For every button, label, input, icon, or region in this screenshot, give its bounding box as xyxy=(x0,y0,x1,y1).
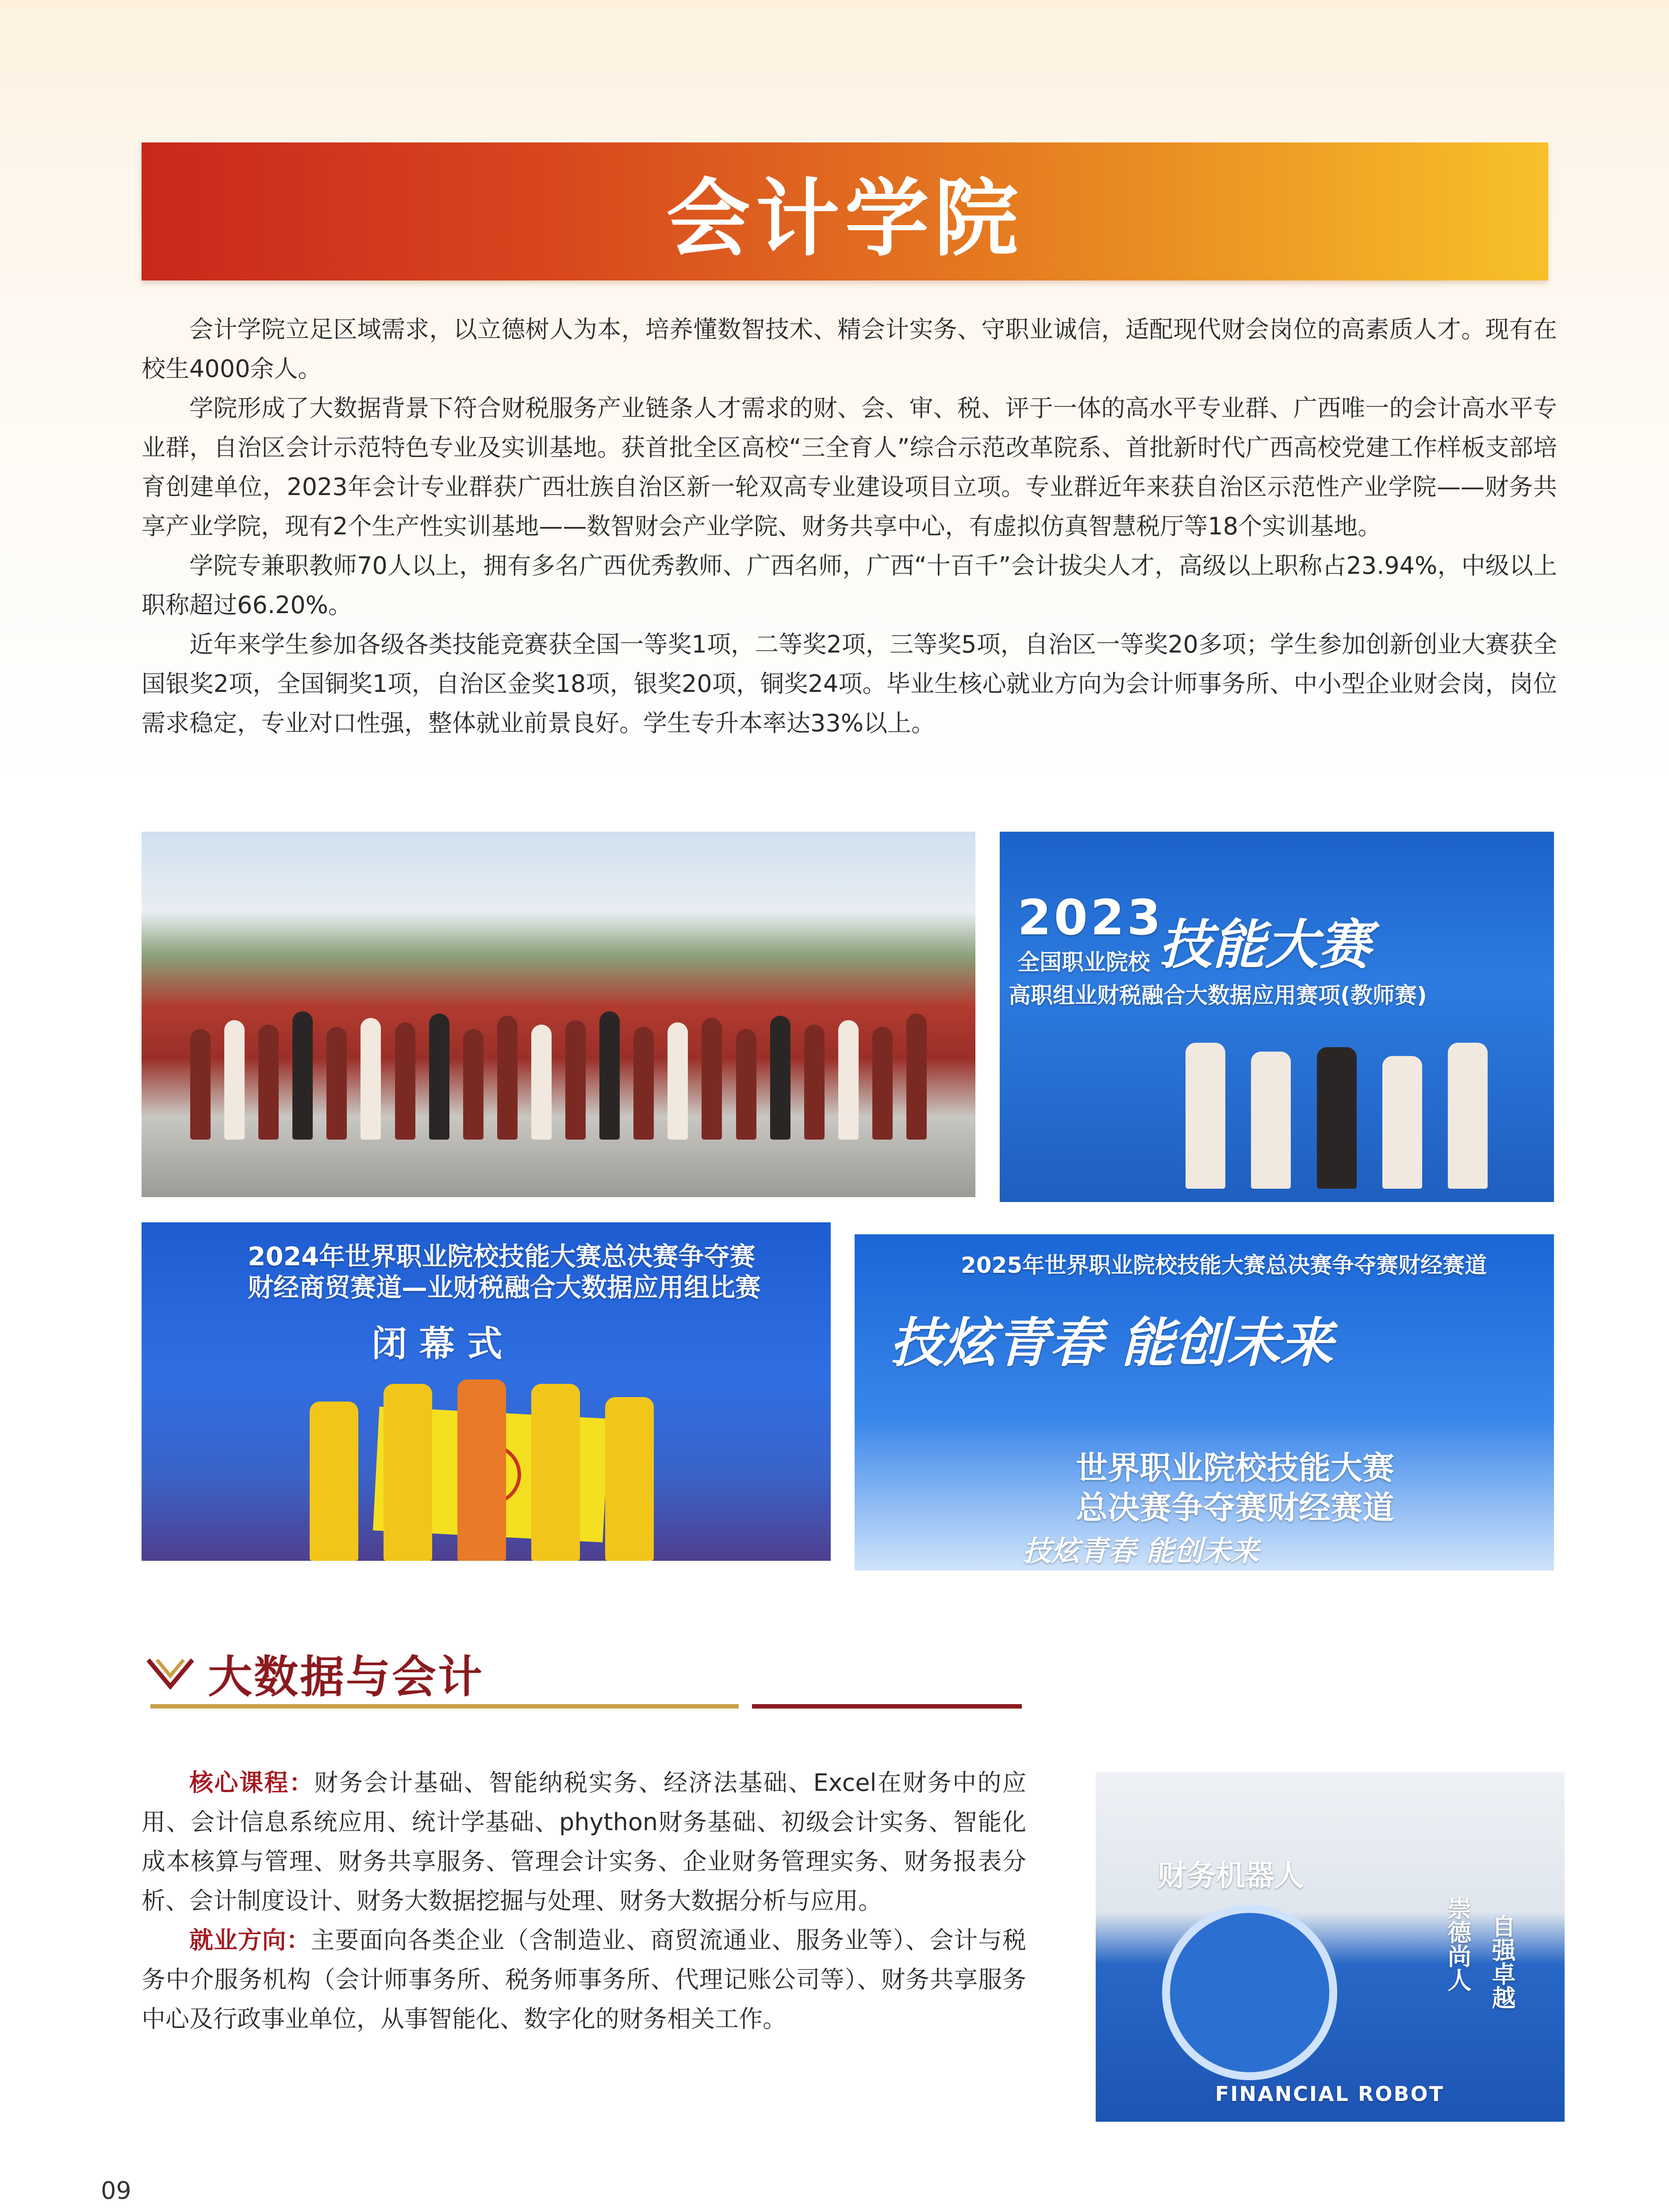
photo-caption: 高职组业财税融合大数据应用赛项(教师赛) xyxy=(1009,983,1427,1008)
intro-paragraph: 会计学院立足区域需求，以立德树人为本，培养懂数智技术、精会计实务、守职业诚信，适配现代财会岗位的高素质人才。现有在校生4000余人。 xyxy=(142,315,1557,383)
photo-line: 2024年世界职业院校技能大赛总决赛争夺赛 xyxy=(248,1241,756,1271)
page-number: 09 xyxy=(101,2177,131,2204)
section-title: 大数据与会计 xyxy=(208,1651,484,1703)
intro-paragraph: 近年来学生参加各级各类技能竞赛获全国一等奖1项，二等奖2项，三等奖5项，自治区一等奖20多项；学生参加创新创业大赛获全国银奖2项，全国铜奖1项，自治区金奖18项，银奖20项，铜奖24项。毕业生核心就业方向为会计师事务所、中小型企业财会岗，岗位需求稳定，专业对口性强，整体就业前景良好。学生专升本率达33%以上。 xyxy=(142,630,1557,737)
core-courses xyxy=(142,1763,1026,1920)
group-people xyxy=(190,1007,927,1140)
chevron-down-icon xyxy=(146,1655,195,1691)
divider xyxy=(752,1704,1022,1709)
photo-footer: FINANCIAL ROBOT xyxy=(1215,2082,1445,2106)
photo-line: 2025年世界职业院校技能大赛总决赛争夺赛财经赛道 xyxy=(961,1252,1487,1278)
divider xyxy=(150,1704,739,1709)
photo-ceremony: 闭 幕 式 xyxy=(372,1323,503,1364)
photo-line: 全国职业院校 xyxy=(1017,949,1150,975)
intro-paragraph: 学院专兼职教师70人以上，拥有多名广西优秀教师、广西名师，广西“十百千”会计拔尖人才，高级以上职称占23.94%，中级以上职称超过66.20%。 xyxy=(142,552,1557,619)
competition-photo-2023 xyxy=(1000,832,1554,1202)
photo-year: 2023 xyxy=(1017,889,1164,946)
photo-motto: 自强卓越 xyxy=(1488,1914,1516,2009)
employment-direction xyxy=(142,1920,1026,2039)
section-header xyxy=(146,1641,484,1705)
photo-line: 财经商贸赛道—业财税融合大数据应用组比赛 xyxy=(248,1272,761,1302)
page-title: 会计学院 xyxy=(666,169,1024,268)
closing-ceremony-photo-2024 xyxy=(142,1222,831,1561)
teacher-group xyxy=(1186,1029,1488,1189)
photo-board: 世界职业院校技能大赛 xyxy=(1076,1449,1395,1486)
robot-wall-circle xyxy=(1162,1905,1337,2080)
student-group xyxy=(310,1375,654,1561)
title-banner xyxy=(142,142,1548,280)
competition-photo-2025 xyxy=(855,1234,1554,1571)
photo-slogan: 技炫青春 能创未来 xyxy=(890,1313,1333,1374)
intro-text xyxy=(142,310,1557,743)
photo-board: 总决赛争夺赛财经赛道 xyxy=(1076,1489,1395,1526)
core-courses-label: 核心课程： xyxy=(189,1769,315,1797)
photo-motto: 崇德尚人 xyxy=(1444,1896,1472,1992)
intro-paragraph: 学院形成了大数据背景下符合财税服务产业链条人才需求的财、会、审、税、评于一体的高水平专业群、广西唯一的会计高水平专业群，自治区会计示范特色专业及实训基地。获首批全区高校“三全育人”综合示范改革院系、首批新时代广西高校党建工作样板支部培育创建单位，2023年会计专业群获广西壮族自治区新一轮双高专业建设项目立项。专业群近年来获自治区示范性产业学院——财务共享产业学院，现有2个生产性实训基地——数智财会产业学院、财务共享中心，有虚拟仿真智慧税厅等18个实训基地。 xyxy=(142,394,1557,540)
photo-wall-title: 财务机器人 xyxy=(1158,1859,1304,1893)
group-photo xyxy=(142,832,975,1197)
photo-brand: 技能大赛 xyxy=(1159,914,1371,976)
employment-label: 就业方向： xyxy=(189,1926,311,1954)
photo-slogan: 技炫青春 能创未来 xyxy=(1023,1535,1259,1568)
financial-robot-photo xyxy=(1096,1772,1565,2122)
core-courses-text: 财务会计基础、智能纳税实务、经济法基础、Excel在财务中的应用、会计信息系统应用、统计学基础、phython财务基础、初级会计实务、智能化成本核算与管理、财务共享服务、管理会计实务、企业财务管理实务、财务报表分析、会计制度设计、财务大数据挖掘与处理、财务大数据分析与应用。 xyxy=(142,1769,1026,1915)
section-body xyxy=(142,1763,1026,2039)
employment-text: 主要面向各类企业（含制造业、商贸流通业、服务业等）、会计与税务中介服务机构（会计师事务所、税务师事务所、代理记账公司等）、财务共享服务中心及行政事业单位，从事智能化、数字化的财务相关工作。 xyxy=(142,1926,1026,2033)
